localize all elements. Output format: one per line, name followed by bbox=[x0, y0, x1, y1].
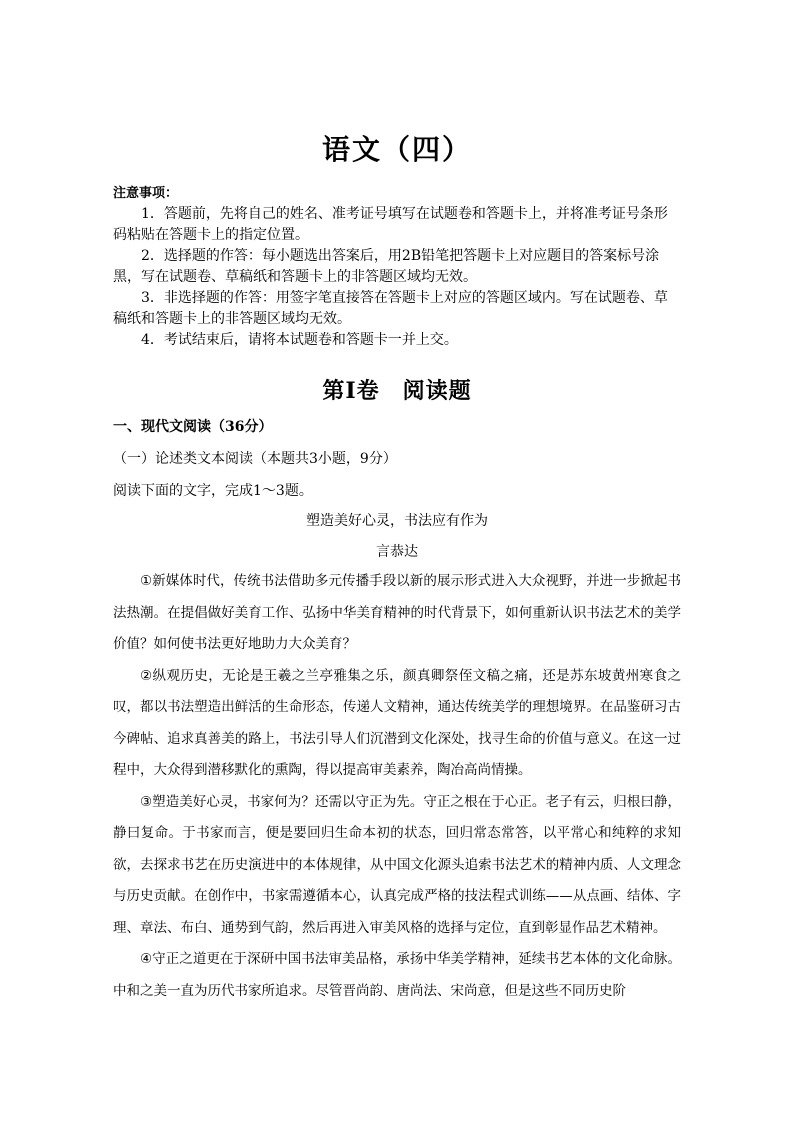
exam-title: 语文（四） bbox=[321, 133, 472, 166]
article-body bbox=[113, 566, 681, 1007]
article-paragraph: ③塑造美好心灵，书家何为？还需以守正为先。守正之根在于心正。老子有云，归根曰静，静曰复命。于书家而言，便是要回归生命本初的状态，回归常态常答，以平常心和纯粹的求知欲，去探求书艺在历史演进中的本体规律，从中国文化源头追索书法艺术的精神内质、人文理念与历史贡献。在创作中，书家需遵循本心，认真完成严格的技法程式训练——从点画、结体、字理、章法、布白、通势到气韵，然后再进入审美风格的选择与定位，直到彰显作品艺术精神。 bbox=[113, 793, 681, 936]
notice-item: 3．非选择题的作答：用签字笔直接答在答题卡上对应的答题区域内。写在试题卷、草稿纸和答题卡上的非答题区域均无效。 bbox=[113, 290, 668, 327]
notice-item: 4．考试结束后，请将本试题卷和答题卡一并上交。 bbox=[141, 332, 458, 348]
notice-heading: 注意事项： bbox=[113, 186, 179, 201]
article-title: 塑造美好心灵，书法应有作为 bbox=[306, 513, 488, 529]
article-author: 言恭达 bbox=[376, 544, 418, 560]
sub-heading: （一）论述类文本阅读（本题共3小题，9分） bbox=[113, 451, 397, 467]
notice-item: 2．选择题的作答：每小题选出答案后，用2B铅笔把答题卡上对应题目的答案标号涂黑，写在试题卷、草稿纸和答题卡上的非答题区域均无效。 bbox=[113, 248, 660, 285]
reading-instruction: 阅读下面的文字，完成1～3题。 bbox=[113, 483, 313, 499]
article-paragraph: ②纵观历史，无论是王羲之兰亭雅集之乐，颜真卿祭侄文稿之痛，还是苏东坡黄州寒食之叹，都以书法塑造出鲜活的生命形态，传递人文精神，通达传统美学的理想境界。在品鉴研习古今碑帖、追求真善美的路上，书法引导人们沉潜到文化深处，找寻生命的价值与意义。在这一过程中，大众得到潜移默化的熏陶，得以提高审美素养，陶冶高尚情操。 bbox=[113, 667, 681, 778]
section-heading: 一、现代文阅读（36分） bbox=[113, 419, 273, 435]
notice-item: 1．答题前，先将自己的姓名、准考证号填写在试题卷和答题卡上，并将准考证号条形码粘贴在答题卡上的指定位置。 bbox=[113, 206, 668, 243]
article-paragraph: ①新媒体时代，传统书法借助多元传播手段以新的展示形式进入大众视野，并进一步掀起书法热潮。在提倡做好美育工作、弘扬中华美育精神的时代背景下，如何重新认识书法艺术的美学价值？如何使书法更好地助力大众美育？ bbox=[113, 573, 681, 652]
article-paragraph: ④守正之道更在于深研中国书法审美品格，承扬中华美学精神，延续书艺本体的文化命脉。中和之美一直为历代书家所追求。尽管晋尚韵、唐尚法、宋尚意，但是这些不同历史阶 bbox=[113, 951, 681, 999]
notice-list bbox=[113, 204, 681, 351]
volume-title: 第Ⅰ卷 阅读题 bbox=[322, 378, 472, 404]
